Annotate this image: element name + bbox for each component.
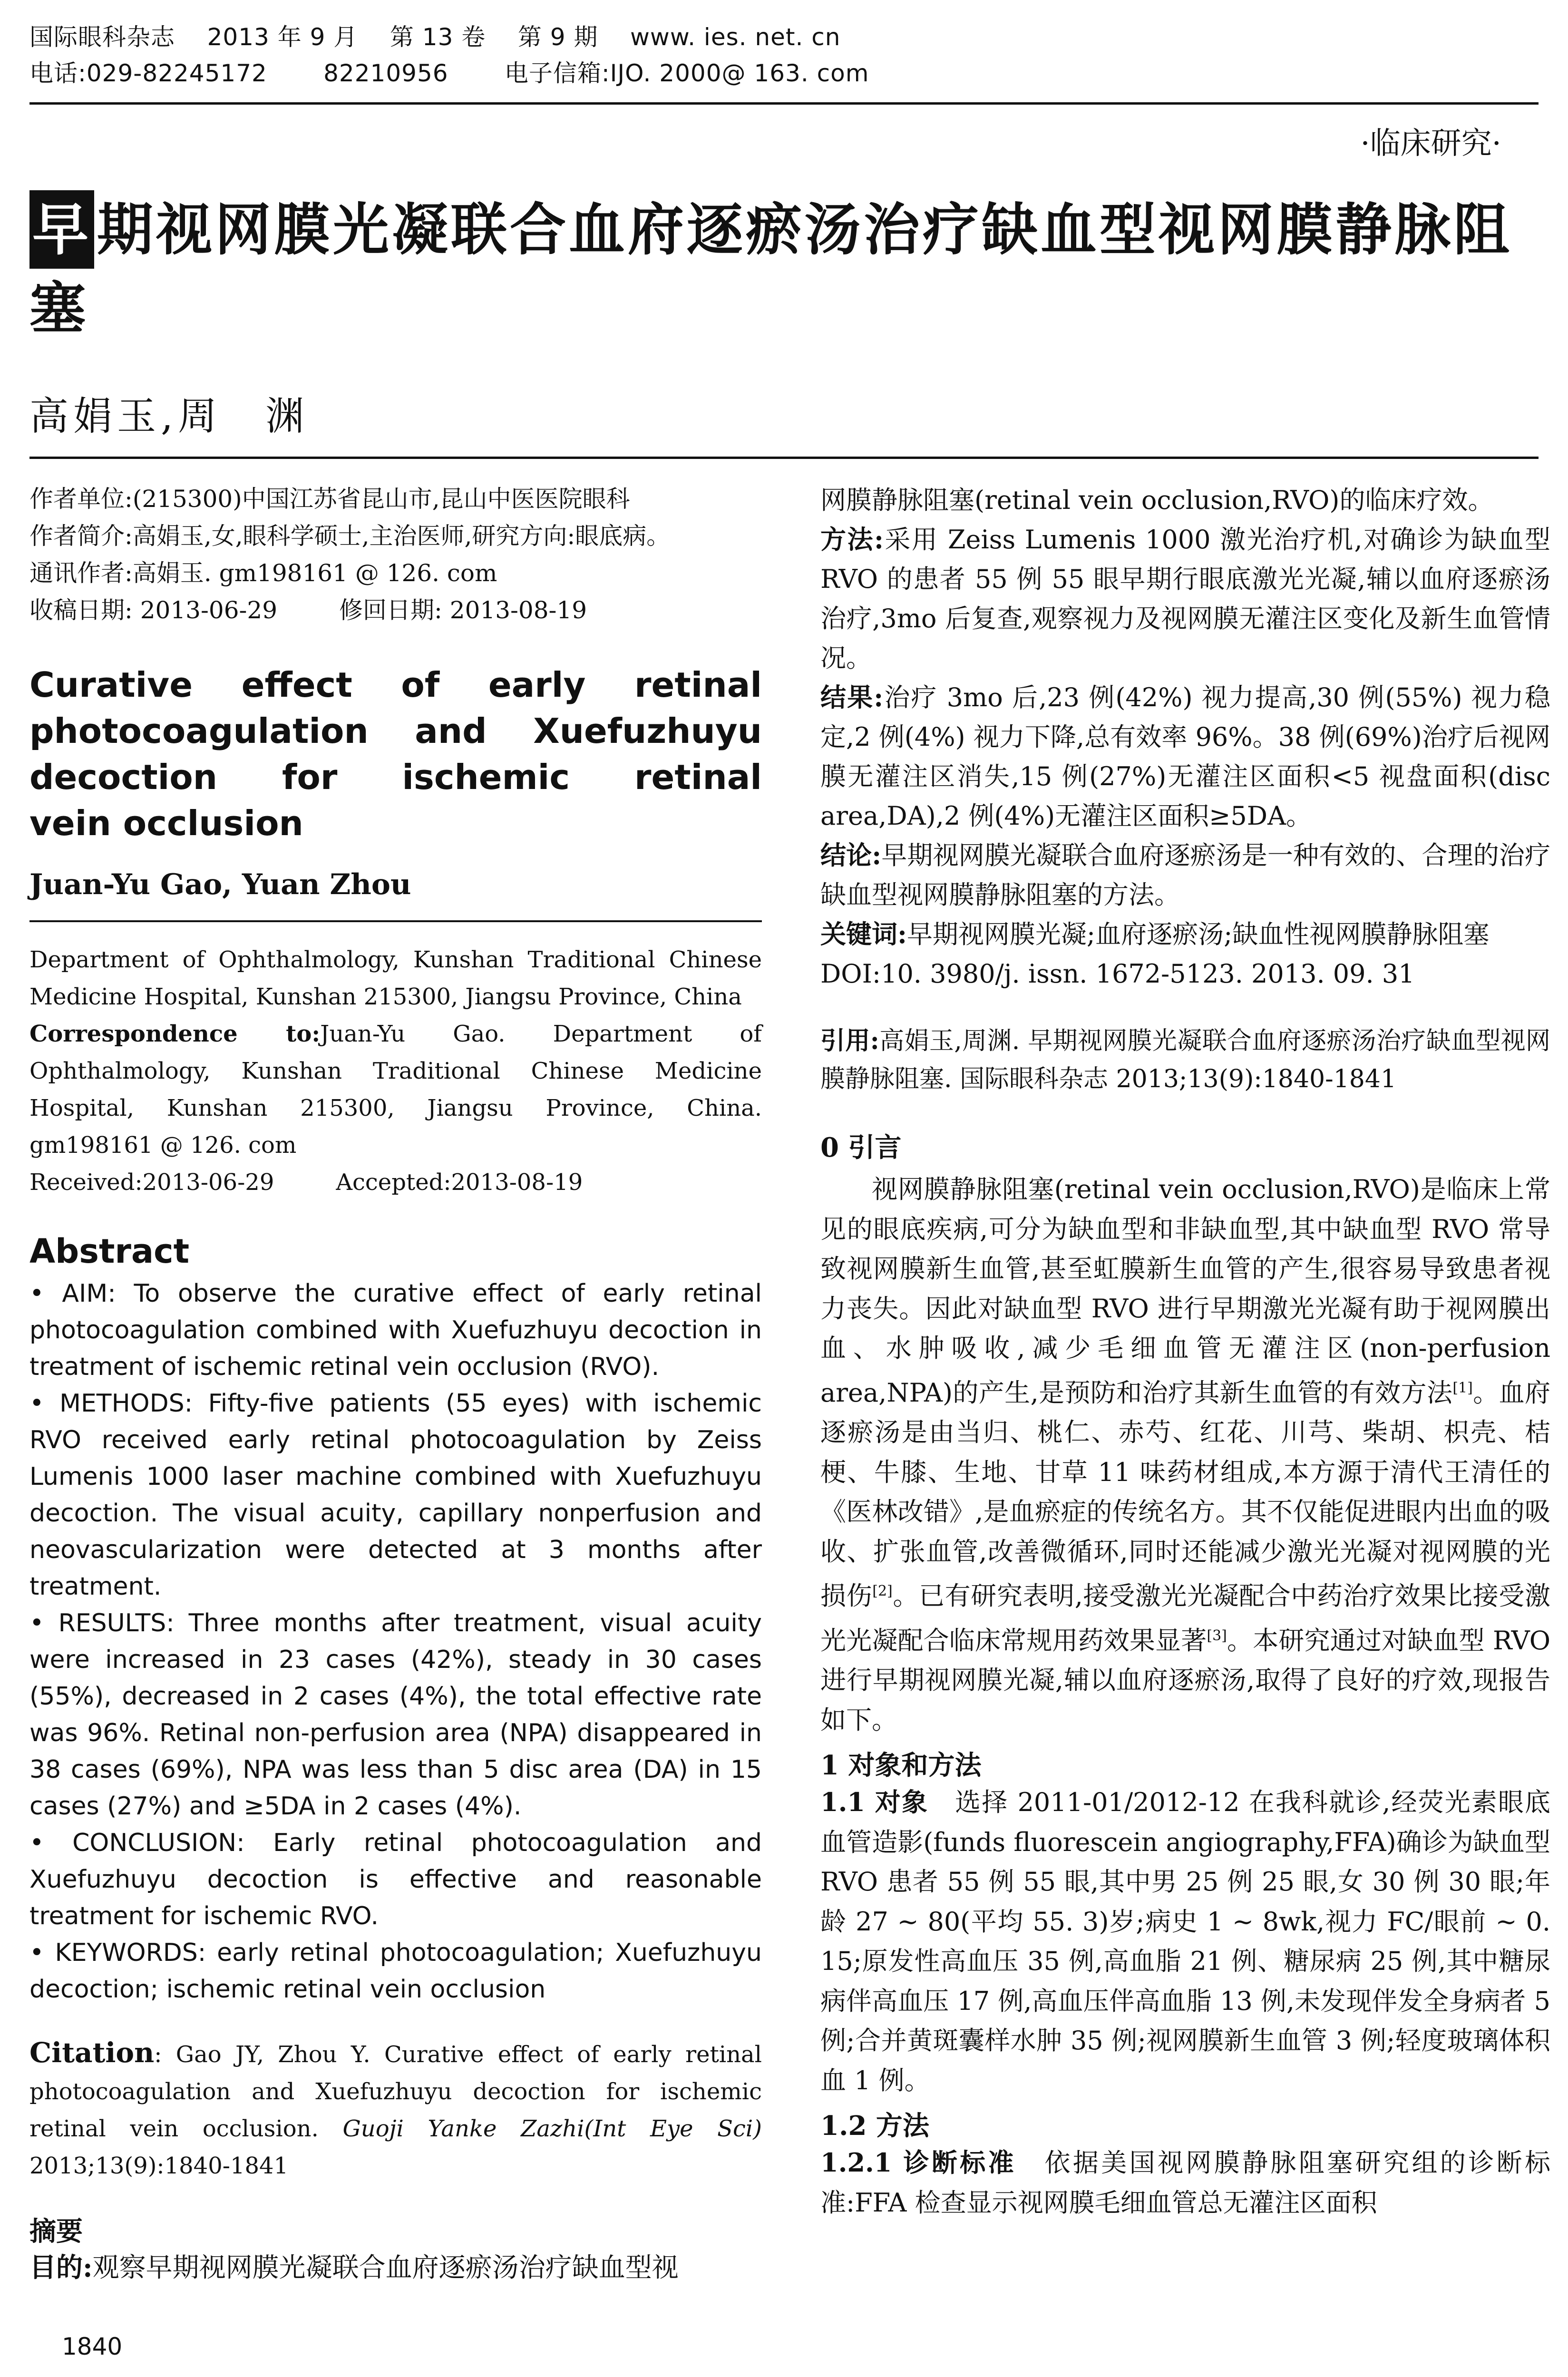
- citation-zh-text: 高娟玉,周渊. 早期视网膜光凝联合血府逐瘀汤治疗缺血型视网膜静脉阻塞. 国际眼科杂志 2013;13(9):1840-1841: [820, 1027, 1551, 1093]
- zh-results: [820, 678, 1550, 836]
- methods-heading: 1 对象和方法: [820, 1750, 982, 1781]
- citation-en: [29, 2034, 762, 2184]
- diagnosis-paragraph: [820, 2143, 1550, 2222]
- zh-methods-label: 方法:: [820, 524, 884, 555]
- correspondence-text: Juan-Yu Gao. Department of Ophthalmology, Kunshan Traditional Chinese Medicine Hospital, Kunshan 215300, Jiangsu Province, China. gm198161 @ 126. com: [29, 1021, 762, 1159]
- zh-aim-label: 目的:: [29, 2252, 93, 2283]
- abstract-keywords: • KEYWORDS: early retinal photocoagulation; Xuefuzhuyu decoction; ischemic retinal vein occlusion: [29, 1939, 762, 2004]
- intro-paragraph: [820, 1169, 1550, 1740]
- english-title-line4: vein occlusion: [29, 803, 303, 843]
- received-date: 收稿日期: 2013-06-29: [29, 596, 278, 624]
- diagnosis-text: 依据美国视网膜静脉阻塞研究组的诊断标准:FFA 检查显示视网膜毛细血管总无灌注区面积: [820, 2148, 1551, 2218]
- english-title-line1: Curative effect of early retinal: [29, 665, 762, 705]
- citation-tail: 2013;13(9):1840-1841: [29, 2153, 289, 2179]
- section-tag: ·临床研究·: [1360, 126, 1501, 161]
- zh-keywords: [820, 915, 1550, 954]
- header-rule: [29, 102, 1539, 105]
- zh-methods: [820, 520, 1550, 678]
- citation-text: : Gao JY, Zhou Y. Curative effect of early retinal photocoagulation and Xuefuzhuyu decoction for ischemic retinal vein occlusion.: [29, 2041, 762, 2142]
- zh-conclusion: [820, 836, 1550, 915]
- abstract-results: • RESULTS: Three months after treatment, visual acuity were increased in 23 cases (42%), steady in 30 cases (55%), decreased in 2 cases (4%), the total effective rate was 96%. Retinal non-perfusion area (NPA) disappeared in 38 cases (69%), NPA was less than 5 disc area (DA) in 15 cases (27%) and ≥5DA in 2 cases (4%).: [29, 1609, 762, 1821]
- english-title: [29, 662, 762, 847]
- subjects-paragraph: [820, 1783, 1550, 2100]
- english-authors: Juan-Yu Gao, Yuan Zhou: [29, 868, 411, 901]
- english-title-line3: decoction for ischemic retinal: [29, 757, 762, 797]
- zh-conclusion-text: 早期视网膜光凝联合血府逐瘀汤是一种有效的、合理的治疗缺血型视网膜静脉阻塞的方法。: [820, 840, 1550, 910]
- intro-text-a: 视网膜静脉阻塞(retinal vein occlusion,RVO)是临床上常见的眼底疾病,可分为缺血型和非缺血型,其中缺血型 RVO 常导致视网膜新生血管,甚至虹膜新生血管的产生,很容易导致患者视力丧失。因此对缺血型 RVO 进行早期激光光凝有助于视网膜出血、水肿吸收,减少毛细血管无灌注区(non-perfusion area,NPA)的产生,是预防和治疗其新生血管的有效方法: [820, 1174, 1550, 1408]
- ref-3: [3]: [1207, 1627, 1227, 1644]
- zh-aim-left: 观察早期视网膜光凝联合血府逐瘀汤治疗缺血型视: [92, 2252, 679, 2283]
- intro-heading: 0 引言: [820, 1132, 902, 1163]
- doi: DOI:10. 3980/j. issn. 1672-5123. 2013. 09. 31: [820, 959, 1415, 989]
- zh-abstract-aim-start: [29, 2249, 762, 2287]
- page-number: 1840: [62, 2333, 123, 2360]
- ref-2: [2]: [872, 1583, 893, 1599]
- department: Department of Ophthalmology, Kunshan Traditional Chinese Medicine Hospital, Kunshan 215300, Jiangsu Province, China: [29, 946, 762, 1010]
- zh-conclusion-label: 结论:: [820, 840, 882, 870]
- method-subheading: 1.2 方法: [820, 2110, 929, 2142]
- intro-text-c: 。已有研究表明,接受激光光凝配合中药治疗效果比接受激光光凝配合临床常规用药效果显著: [820, 1581, 1551, 1656]
- affiliation-block: [29, 941, 762, 1201]
- corresponding-author: 通讯作者:高娟玉. gm198161 @ 126. com: [29, 559, 497, 587]
- authors-cn: 高娟玉,周 渊: [29, 394, 310, 439]
- english-title-line2: photocoagulation and Xuefuzhuyu: [29, 711, 762, 751]
- citation-zh: [820, 1022, 1550, 1098]
- abstract-methods: • METHODS: Fifty-five patients (55 eyes) with ischemic RVO received early retinal photocoagulation by Zeiss Lumenis 1000 laser machine combined with Xuefuzhuyu decoction. The visual acuity, capillary nonperfusion and neovascularization were detected at 3 months after treatment.: [29, 1389, 762, 1601]
- en-accepted: Accepted:2013-08-19: [336, 1169, 583, 1196]
- citation-journal: Guoji Yanke Zazhi(Int Eye Sci): [342, 2115, 762, 2142]
- abstract-heading: Abstract: [29, 1232, 190, 1271]
- affiliation-rule: [29, 920, 762, 922]
- abstract-aim: • AIM: To observe the curative effect of early retinal photocoagulation combined with Xuefuzhuyu decoction in treatment of ischemic retinal vein occlusion (RVO).: [29, 1279, 762, 1381]
- article-title: [29, 190, 1547, 347]
- subjects-label: 1.1 对象: [820, 1787, 929, 1817]
- zh-keywords-label: 关键词:: [820, 919, 907, 949]
- intro-text-d: 。本研究通过对缺血型 RVO 进行早期视网膜光凝,辅以血府逐瘀汤,取得了良好的疗效,现报告如下。: [820, 1625, 1551, 1735]
- zh-results-text: 治疗 3mo 后,23 例(42%) 视力提高,30 例(55%) 视力稳定,2 例(4%) 视力下降,总有效率 96%。38 例(69%)治疗后视网膜无灌注区消失,15 例(27%)无灌注区面积<5 视盘面积(disc area,DA),2 例(4%)无灌注区面积≥5DA。: [820, 682, 1551, 831]
- title-text: 期视网膜光凝联合血府逐瘀汤治疗缺血型视网膜静脉阻塞: [29, 196, 1513, 341]
- revised-date: 修回日期: 2013-08-19: [339, 596, 587, 624]
- en-dates-row: [29, 1164, 762, 1201]
- journal-header-line1: 国际眼科杂志 2013 年 9 月 第 13 卷 第 9 期 www. ies. net. cn: [29, 23, 841, 51]
- correspondence: [29, 1015, 762, 1164]
- ref-1: [1]: [1452, 1379, 1473, 1396]
- abstract-body: [29, 1276, 762, 2008]
- author-unit: 作者单位:(215300)中国江苏省昆山市,昆山中医医院眼科: [29, 485, 630, 513]
- zh-keywords-text: 早期视网膜光凝;血府逐瘀汤;缺血性视网膜静脉阻塞: [906, 919, 1490, 949]
- title-rule: [29, 457, 1539, 459]
- abstract-conclusion: • CONCLUSION: Early retinal photocoagulation and Xuefuzhuyu decoction is effective and reasonable treatment for ischemic RVO.: [29, 1829, 762, 1930]
- citation-label: Citation: [29, 2036, 155, 2069]
- dates-row: [29, 592, 762, 629]
- diagnosis-label: 1.2.1 诊断标准: [820, 2147, 1017, 2178]
- author-bio: 作者简介:高娟玉,女,眼科学硕士,主治医师,研究方向:眼底病。: [29, 522, 671, 550]
- zh-aim-continued: 网膜静脉阻塞(retinal vein occlusion,RVO)的临床疗效。: [820, 485, 1494, 515]
- zh-methods-text: 采用 Zeiss Lumenis 1000 激光治疗机,对确诊为缺血型 RVO 的患者 55 例 55 眼早期行眼底激光光凝,辅以血府逐瘀汤治疗,3mo 后复查,观察视力及视网膜无灌注区变化及新生血管情况。: [820, 525, 1551, 673]
- title-dropcap: 早: [29, 190, 94, 269]
- left-column: [29, 480, 762, 2287]
- correspondence-label: Correspondence to:: [29, 1021, 321, 1047]
- citation-zh-label: 引用:: [820, 1026, 879, 1055]
- zh-results-label: 结果:: [820, 682, 884, 712]
- journal-header-line2: 电话:029-82245172 82210956 电子信箱:IJO. 2000@ 163. com: [29, 59, 869, 87]
- right-column: [820, 480, 1550, 2222]
- en-received: Received:2013-06-29: [29, 1169, 274, 1196]
- subjects-text: 选择 2011-01/2012-12 在我科就诊,经荧光素眼底血管造影(funds fluorescein angiography,FFA)确诊为缺血型 RVO 患者 55 例 55 眼,其中男 25 例 25 眼,女 30 例 30 眼;年龄 27 ~ 80(平均 55. 3)岁;病史 1 ~ 8wk,视力 FC/眼前 ~ 0. 15;原发性高血压 35 例,高血脂 21 例、糖尿病 25 例,其中糖尿病伴高血压 17 例,高血压伴高血脂 13 例,未发现伴发全身病者 5 例;合并黄斑囊样水肿 35 例;视网膜新生血管 3 例;轻度玻璃体积血 1 例。: [820, 1787, 1550, 2095]
- intro-text-b: 。血府逐瘀汤是由当归、桃仁、赤芍、红花、川芎、柴胡、枳壳、桔梗、牛膝、生地、甘草 11 味药材组成,本方源于清代王清任的《医林改错》,是血瘀症的传统名方。其不仅能促进眼内出血的吸收、扩张血管,改善微循环,同时还能减少激光光凝对视网膜的光损伤: [820, 1377, 1550, 1611]
- zh-abstract-heading: 摘要: [29, 2216, 83, 2247]
- author-meta: [29, 480, 762, 629]
- journal-header: [29, 19, 869, 91]
